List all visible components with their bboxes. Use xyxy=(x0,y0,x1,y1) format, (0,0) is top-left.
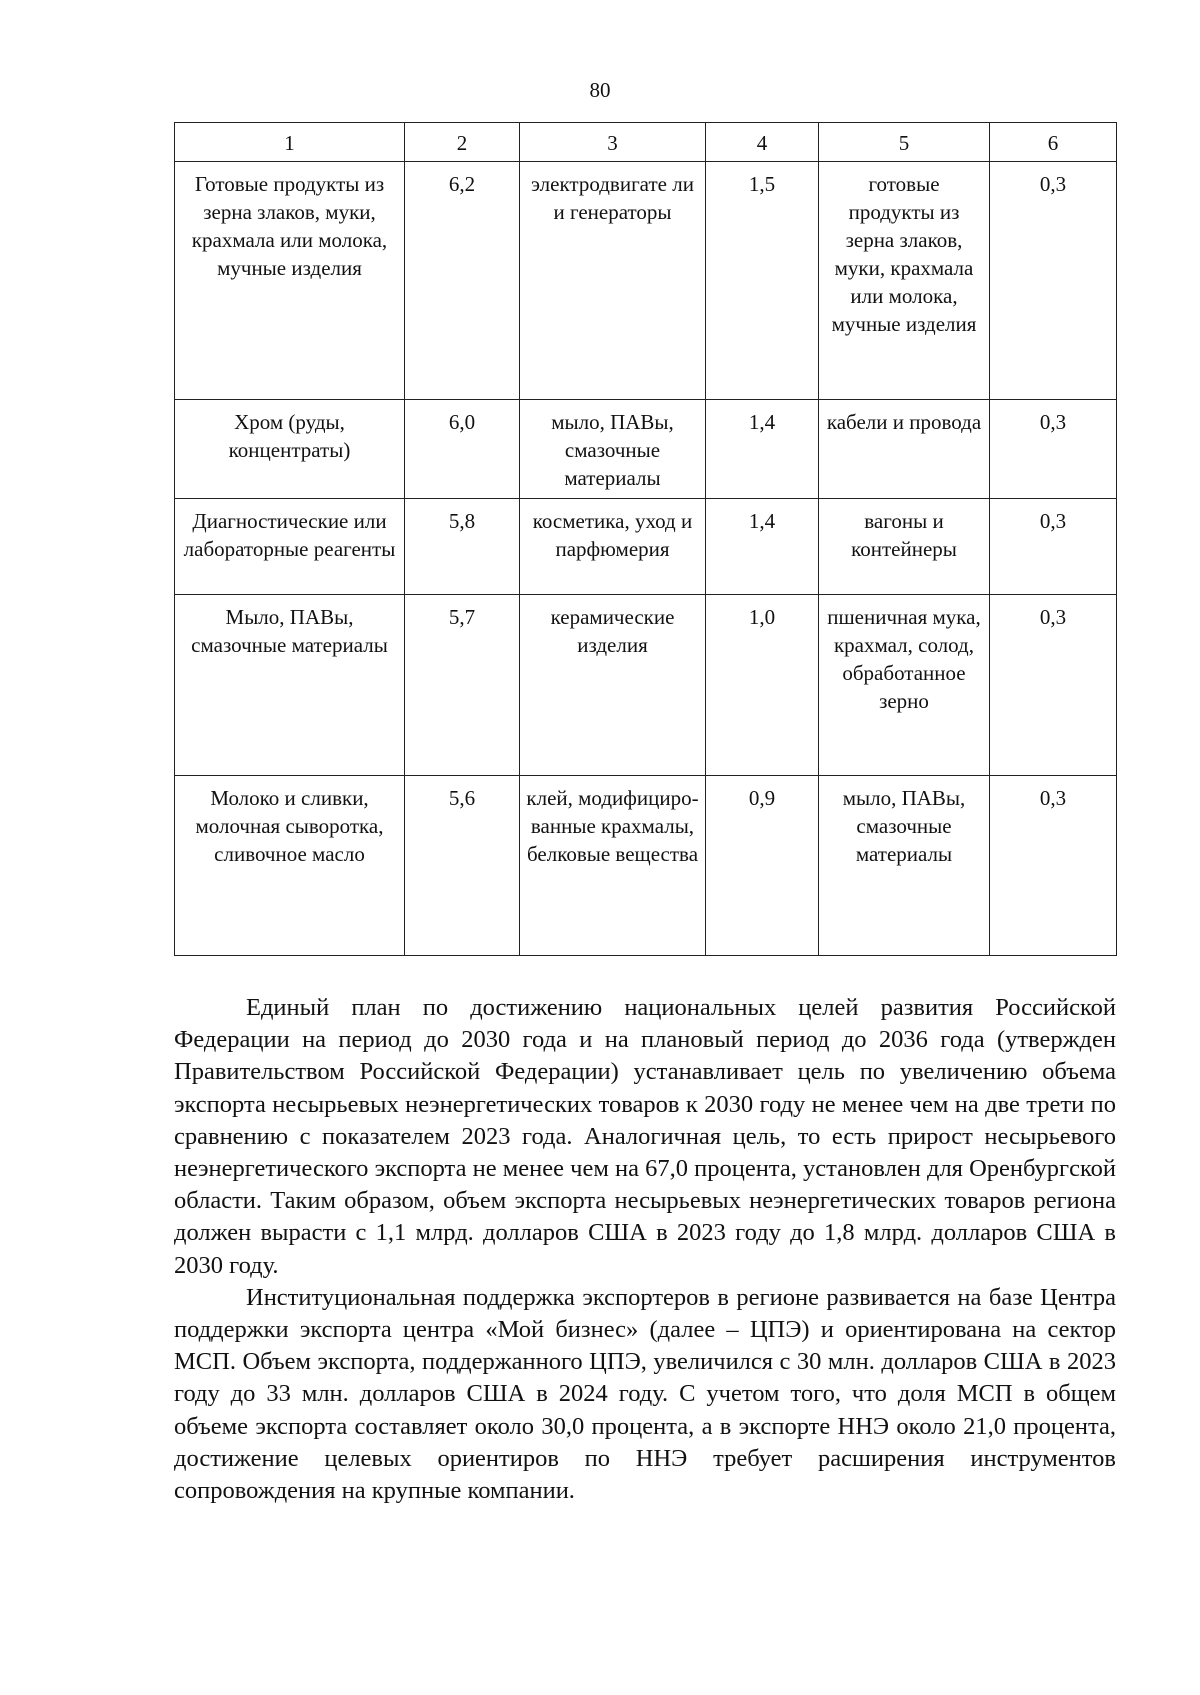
table-cell: Мыло, ПАВы, смазочные материалы xyxy=(175,595,405,776)
table-row xyxy=(175,400,1117,499)
table-cell: Хром (руды, концентраты) xyxy=(175,400,405,499)
table-header-row xyxy=(175,123,1117,162)
table-cell: пшеничная мука, крахмал, солод, обработанное зерно xyxy=(819,595,990,776)
table-cell: 1,4 xyxy=(706,400,819,499)
column-header: 6 xyxy=(990,123,1117,162)
table-cell: 5,7 xyxy=(405,595,520,776)
table-cell: 5,8 xyxy=(405,499,520,595)
table-row xyxy=(175,595,1117,776)
paragraph: Единый план по достижению национальных целей развития Российской Федерации на период до 2030 года и на плановый период до 2036 года (утвержден Правительством Российской Федерации) устанавливает цель по увеличению объема экспорта несырьевых неэнергетических товаров к 2030 году не менее чем на две трети по сравнению с показателем 2023 года. Аналогичная цель, то есть прирост несырьевого неэнергетического экспорта не менее чем на 67,0 процента, установлен для Оренбургской области. Таким образом, объем экспорта несырьевых неэнергетических товаров региона должен вырасти с 1,1 млрд. долларов США в 2023 году до 1,8 млрд. долларов США в 2030 году. xyxy=(174,994,1116,1279)
table-cell: керамические изделия xyxy=(520,595,706,776)
column-header: 4 xyxy=(706,123,819,162)
table-cell: 6,2 xyxy=(405,162,520,400)
table-cell: Готовые продукты из зерна злаков, муки, крахмала или молока, мучные изделия xyxy=(175,162,405,400)
table-cell: 0,3 xyxy=(990,499,1117,595)
table-cell: 1,5 xyxy=(706,162,819,400)
table-cell: 6,0 xyxy=(405,400,520,499)
paragraph: Институциональная поддержка экспортеров в регионе развивается на базе Центра поддержки экспорта центра «Мой бизнес» (далее – ЦПЭ) и ориентирована на сектор МСП. Объем экспорта, поддержанного ЦПЭ, увеличился с 30 млн. долларов США в 2023 году до 33 млн. долларов США в 2024 году. С учетом того, что доля МСП в общем объеме экспорта составляет около 30,0 процента, а в экспорте ННЭ около 21,0 процента, достижение целевых ориентиров по ННЭ требует расширения инструментов сопровождения на крупные компании. xyxy=(174,1283,1116,1505)
table-cell: мыло, ПАВы, смазочные материалы xyxy=(520,400,706,499)
table-cell: клей, модифициро-ванные крахмалы, белковые вещества xyxy=(520,776,706,956)
table-cell: 0,3 xyxy=(990,595,1117,776)
export-table xyxy=(174,122,1117,956)
table-cell: вагоны и контейнеры xyxy=(819,499,990,595)
table-cell: 1,4 xyxy=(706,499,819,595)
table-cell: косметика, уход и парфюмерия xyxy=(520,499,706,595)
table-cell: кабели и провода xyxy=(819,400,990,499)
table-cell: готовые продукты из зерна злаков, муки, крахмала или молока, мучные изделия xyxy=(819,162,990,400)
table-row xyxy=(175,776,1117,956)
table-cell: мыло, ПАВы, смазочные материалы xyxy=(819,776,990,956)
table-cell: 0,3 xyxy=(990,162,1117,400)
table-cell: 0,9 xyxy=(706,776,819,956)
table-cell: электродвигате ли и генераторы xyxy=(520,162,706,400)
column-header: 1 xyxy=(175,123,405,162)
column-header: 5 xyxy=(819,123,990,162)
page-number: 80 xyxy=(589,78,611,102)
table-cell: Молоко и сливки, молочная сыворотка, сливочное масло xyxy=(175,776,405,956)
table-cell: 0,3 xyxy=(990,776,1117,956)
table-cell: 0,3 xyxy=(990,400,1117,499)
table-row xyxy=(175,499,1117,595)
table-cell: Диагностические или лабораторные реагенты xyxy=(175,499,405,595)
column-header: 2 xyxy=(405,123,520,162)
body-text xyxy=(174,992,1116,1507)
table-cell: 1,0 xyxy=(706,595,819,776)
table-cell: 5,6 xyxy=(405,776,520,956)
table-row xyxy=(175,162,1117,400)
column-header: 3 xyxy=(520,123,706,162)
